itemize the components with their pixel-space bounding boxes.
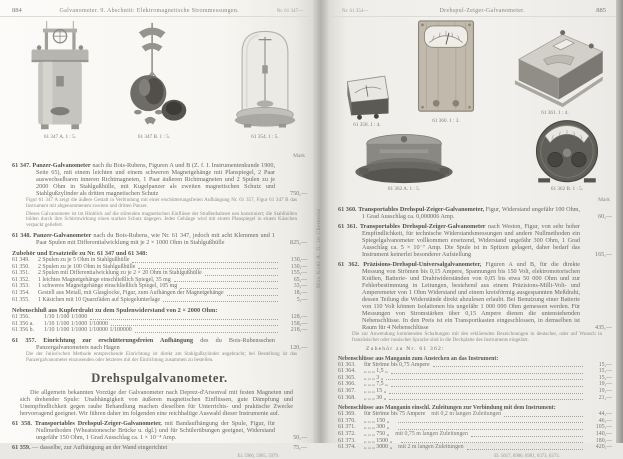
accessories-heading: Zubehör und Ersatzteile zu Nr. 61 347 und 61 348: <box>12 249 148 257</box>
item-description: „ „ „ 150 „ <box>364 417 390 424</box>
section-intro: Die allgemein bekannten Vorzüge der Galvanometer nach Deprez-d'Arsonval mit festen Magneten und sich drehender Spule: Unabhängigkeit von äußeren magnetischen Einflüssen, gute Dämpfung und Unempfindlichkeit gegen rauhe Behandlung machen dieselben für Unterrichts- und praktische Zwecke hervorragend geeignet. Wir führen daher im folgenden eine reichhaltige Auswahl dieser Instrumente auf. <box>20 388 293 417</box>
item-name: Panzer-Galvanometer <box>32 162 91 169</box>
item-number: 61 367. <box>338 387 356 394</box>
item-number: 61 365. <box>338 374 356 381</box>
list-item <box>338 381 612 388</box>
item-price: 105,— <box>595 424 612 431</box>
right-page <box>330 0 616 459</box>
item-name: Einrichtung zur erschütterungsfreien Aufhängung <box>43 336 194 344</box>
item-name: Transportables Drehspul-Zeiger-Galvanometer, <box>358 206 485 213</box>
catalog-entry-61359 <box>12 444 307 451</box>
catalog-entry-61357 <box>12 337 307 351</box>
item-number: 61 350. <box>12 263 30 270</box>
list-item <box>338 411 612 418</box>
item-price: 19,— <box>598 387 612 394</box>
item-number: 61 347. <box>12 162 31 169</box>
item-description: 1/10 1/100 1/1000 1/10000 <box>44 320 108 327</box>
list-item <box>338 424 612 431</box>
item-price: 15,— <box>598 374 612 381</box>
item-number: 61 371. <box>338 424 356 431</box>
item-price: 65,— <box>293 276 307 283</box>
item-description: des du Bois-Rubensschen Panzergalvanometers nach Hagen <box>36 336 275 351</box>
dot-leader <box>389 393 583 394</box>
catalog-entry-61360 <box>338 206 612 220</box>
item-description: nach Weston, Figur, von sehr hoher Empfindlichkeit, für technische Widerstandsmessungen und andere Nullmethoden ein Spiegelgalvanometer vollkommen ersetzend, Widerstand ungefähr 300 Ohm, 1 Grad Ausschlag ca. 5 × 10⁻⁷ Amp. Die Spule ist in Spitzen gelagert, daher bedarf das Instrument keinerlei besonderer Aufstellung <box>362 223 580 258</box>
item-description: „ „ „ 3 „ <box>364 374 384 381</box>
item-description: 1/10 1/100 1/1000 1/10000 1/100000 <box>44 327 132 334</box>
item-number: 61 362. <box>338 261 360 268</box>
dot-leader <box>391 373 583 374</box>
list-item <box>12 283 307 290</box>
item-number: 61 369. <box>338 411 356 418</box>
item-number: 61 357. <box>12 336 37 344</box>
item-price: 130,— <box>290 263 307 270</box>
dot-leader <box>398 422 583 423</box>
dot-leader <box>135 332 278 333</box>
item-number: 61 356 a. <box>12 320 34 327</box>
item-number: 61 373. <box>338 437 356 444</box>
item-number: 61 352. <box>12 276 30 283</box>
catalog-entry-61348 <box>12 232 307 246</box>
entry-note: Figur 61 347 A zeigt die äußere Gestalt in Verbindung mit einer erschütterungsfreien Aufhängung Nr. 61 357, Figur 61 347 B das Instrument mit abgenommenem zweiten und dritten Panzer. <box>26 197 297 209</box>
figure-caption: 61 347 B. 1 : 5. <box>137 134 171 140</box>
catalog-entry-61358 <box>12 420 307 441</box>
catalog-entry-61361 <box>338 223 612 258</box>
item-description: „ „ „ 1500 „ <box>364 437 393 444</box>
item-description: „ „ „ 30 „ <box>364 394 387 401</box>
dot-leader <box>111 325 278 326</box>
dot-leader <box>398 429 583 430</box>
figure-61-360 <box>412 19 480 124</box>
item-price: 46,— <box>598 417 612 424</box>
item-price: 5,— <box>296 296 307 303</box>
item-price: 44,— <box>598 411 612 418</box>
figure-caption: 61 362 A. 1 : 5. <box>387 186 421 192</box>
left-page-footer: El. 5966, 5965, 5979. <box>237 453 279 459</box>
right-page-header <box>330 0 616 17</box>
item-description: 2 Spulen mit Differentialwicklung zu je 2 × 20 Ohm in Stahlgußhülle <box>38 270 202 277</box>
item-price: 420,— <box>595 444 612 451</box>
item-price: 158,— <box>290 320 307 327</box>
lead-wire-note: mit 0,75 m langen Zuleitungen <box>395 430 468 437</box>
item-price: 60,— <box>598 213 612 220</box>
item-price: 75,— <box>293 443 307 451</box>
book-edge <box>616 0 623 443</box>
item-description: „ „ „ 1,5 „ <box>364 368 388 375</box>
figure-caption: 61 360. 1 : 3. <box>432 118 460 124</box>
item-number: 61 374. <box>338 444 356 451</box>
shunt1-heading: Nebenschlüsse aus Manganin zum Anstecken an das Instrument: <box>338 355 499 362</box>
item-number: 61 359. <box>12 443 31 451</box>
item-description: 1 schweres Magnetgehänge einschließlich Spiegel, 105 mg <box>38 283 178 290</box>
list-item <box>12 290 307 297</box>
round-dial-galvanometer-image <box>519 119 615 185</box>
item-number: 61 353. <box>12 283 30 290</box>
item-price: 435,— <box>594 324 612 331</box>
item-price: 140,— <box>595 430 612 437</box>
item-description: „ „ „ 750 „ <box>364 430 390 437</box>
item-description: — dasselbe, zur Aufhängung an der Wand eingerichtet <box>32 443 168 451</box>
item-name: Transportables Drehspul-Zeiger-Galvanometer, <box>34 419 162 427</box>
dot-leader <box>471 436 583 437</box>
item-name: Transportables Drehspul-Zeiger-Galvanometer <box>359 223 486 230</box>
right-page-footer: El. 5617, 6986, 6981, 6373, 6373. <box>494 453 560 459</box>
item-number: 61 363. <box>338 361 356 368</box>
glass-dome-stand-image <box>230 25 300 133</box>
shunt-heading: Nebenschluß aus Kupferdraht zu dem Spulenwiderstand von 2 × 2000 Ohm: <box>12 307 218 315</box>
item-description: nach du Bois-Rubens, Figuren A und B (Z. f. I. Instrumentenkunde 1900, Seite 65), mit einem leichten und einem schweren Magnetgehänge mit Planspiegel, 2 Paar auswechselbaren inneren Richtmagneten, 1 Paar äußeren Richtmagneten und 2 Spulen zu je 2000 Ohm in Stahlgußhülle, mit Kugelpanzer als zweiten magnetischen Schutz und Stahlgußzylinder als dritten magnetischen Schutz <box>36 162 276 197</box>
entry-note: Die der Julius'schen Methode entsprechende Einrichtung ist direkt am Stahlgußzylinder angebracht; bei Bestellung ist das Panzergalvanometer einzusenden oder letzteres mit der Einrichtung zusammen zu bestellen. <box>26 350 297 363</box>
list-item <box>338 375 612 382</box>
list-item <box>338 444 612 451</box>
item-description: mit Bandaufhängung der Spule, Figur, für Nullmethoden (Wheatstonesche Brücke u. dgl.) und für Schülerübungen geeignet, Widerstand ungefähr 150 Ohm, 1 Grad Ausschlag ca. 1 × 10⁻⁴ Amp. <box>36 419 275 441</box>
list-item <box>12 270 307 277</box>
item-description: für Ströme bis 75 Ampere <box>364 411 426 418</box>
right-header-item-range: Nr. 61 354— <box>342 9 369 14</box>
dot-leader <box>180 288 278 289</box>
wall-box-galvanometer-image <box>501 25 609 109</box>
catalog-entry-61347 <box>12 162 307 197</box>
dot-leader <box>433 366 583 367</box>
dot-leader <box>227 295 278 296</box>
item-description: 1 leichtes Magnetgehänge einschließlich Spiegel, 35 mg <box>38 276 171 283</box>
figure-61-354 <box>224 25 306 140</box>
item-description: 2 Spulen zu je 100 Ohm in Stahlgußhülle <box>38 263 136 270</box>
figure-caption: 61 354. 1 : 5. <box>251 134 279 140</box>
item-description: „ „ „ 7,5 „ <box>364 381 388 388</box>
figure-caption: 61 362 B. 1 : 5. <box>550 186 584 192</box>
item-description: „ „ „ 300 „ <box>364 424 390 431</box>
right-running-title: Drehspul-Zeiger-Galvanometer. <box>439 8 525 14</box>
item-price: 21,— <box>598 394 612 401</box>
left-page-content <box>0 153 313 459</box>
figure-61-361 <box>498 25 612 116</box>
list-item <box>338 368 612 375</box>
item-number: 61 368. <box>338 394 356 401</box>
figure-61-347B <box>114 21 194 140</box>
mark-column-label: Mark <box>293 153 305 159</box>
right-page-content <box>330 197 616 459</box>
dot-leader <box>504 416 583 417</box>
item-number: 61 354. <box>12 289 30 296</box>
left-page-number: 884 <box>12 7 22 14</box>
entry-note: Die zur Anwendung kommenden Schaltungen mit den erklärenden Bezeichnungen in deutscher, oder auf Wunsch in französischer oder russischer Sprache sind in die Deckplatte des Instruments eingeätzt. <box>352 331 602 343</box>
item-number: 61 366. <box>338 381 356 388</box>
list-item <box>338 431 612 438</box>
item-price: 19,— <box>598 381 612 388</box>
left-page-header <box>0 0 313 17</box>
item-description: 1/10 1/100 1/1000 <box>44 314 88 321</box>
armored-galvanometer-image <box>20 21 100 133</box>
list-item <box>12 321 307 328</box>
left-running-title: Galvanometer. 9. Abschnitt: Elektromagnetische Strommessungen. <box>59 8 239 14</box>
figure-61-358 <box>336 63 398 128</box>
galvanometer-parts-image <box>118 21 190 133</box>
item-number: 61 356 b. <box>12 327 35 334</box>
mark-column-label: Mark <box>598 197 610 203</box>
item-number: 61 361. <box>338 223 358 230</box>
dot-leader <box>90 319 278 320</box>
drum-galvanometer-image <box>348 127 460 185</box>
list-item <box>338 362 612 369</box>
item-price: 165,— <box>594 251 612 258</box>
list-item <box>12 297 307 304</box>
section-title: Drehspulgalvanometer. <box>91 370 228 385</box>
item-description: Figuren A und B, für die direkte Messung von Strömen bis 0,15 Ampere, Spannungen bis 150 Volt, elektromotorischen Kräften, Batterie- und Drahtwiderständen von 0,05 bis etwa 50 000 Ohm und zur Fehlerbestimmung in Leitungen, bestehend aus einem Präzisions-Milli-Volt- und Amperemeter von 1 Ohm Widerstand und einem kreisförmig ausgespannten Meßdraht, dessen Teilung die Widerstände direkt abzulesen erlaubt. Bei Benutzung einer Batterie von 110 Volt können Isolationen bis ungefähr 1 000 000 Ohm gemessen werden. Für Messungen von Stromstärken über 0,15 Ampere dienen die untenstehenden Nebenschlüsse. In den Preis ist ein Transportkasten eingeschlossen, in demselben ist Raum für 4 Nebenschlüsse <box>362 261 580 331</box>
figure-61-362A <box>344 127 464 192</box>
item-number: 61 364. <box>338 368 356 375</box>
figure-61-347A <box>12 21 108 140</box>
lead-wire-note: mit 2 m langen Zuleitungen <box>398 444 464 451</box>
item-number: 61 372. <box>338 430 356 437</box>
list-item <box>12 314 307 321</box>
item-price: 15,— <box>598 368 612 375</box>
item-price: 18,— <box>293 289 307 296</box>
item-number: 61 348. <box>12 231 32 239</box>
item-number: 61 356. <box>12 314 30 321</box>
item-description: „ „ „ 15 „ <box>364 387 387 394</box>
dot-leader <box>174 281 278 282</box>
list-item <box>338 395 612 402</box>
item-price: 750,— <box>289 190 307 197</box>
accessories-heading: Zubehör zu Nr. 61 362: <box>366 345 445 352</box>
item-number: 61 355. <box>12 296 30 303</box>
item-description: nach du Bois-Rubens, wie Nr. 61 347, jedoch mit acht Klemmen und 1 Paar Spulen mit Differentialwicklung mit je 2 × 1000 Ohm in Stahlgußhülle <box>36 231 275 246</box>
dot-leader <box>205 275 278 276</box>
item-description: 2 Spulen zu je 5 Ohm in Stahlgußhülle <box>38 256 130 263</box>
item-description: Figur, Widerstand ungefähr 100 Ohm, 1 Grad Ausschlag ca. 0,000006 Amp. <box>362 206 581 220</box>
upright-box-galvanometer-image <box>416 19 476 117</box>
spine-imprint: Max Kohl A. G. in Chemnitz <box>316 208 322 288</box>
item-price: 218,— <box>290 327 307 334</box>
item-number: 61 370. <box>338 417 356 424</box>
right-figures <box>330 17 616 197</box>
list-item <box>338 418 612 425</box>
figure-caption: 61 358. 1 : 4. <box>353 122 381 128</box>
item-number: 61 349. <box>12 256 30 263</box>
dot-leader <box>386 379 583 380</box>
list-item <box>338 438 612 445</box>
list-item <box>12 327 307 334</box>
left-header-item-range: Nr. 61 347— <box>276 9 303 14</box>
catalog-entry-61362 <box>338 261 612 331</box>
item-price: 50,— <box>293 433 307 441</box>
item-price: 155,— <box>290 270 307 277</box>
item-price: 180,— <box>595 437 612 444</box>
item-price: 15,— <box>598 361 612 368</box>
figure-caption: 61 347 A. 1 : 5. <box>43 134 77 140</box>
left-figures <box>0 17 313 153</box>
dot-leader <box>132 262 278 263</box>
entry-note: Dieses Galvanometer ist im Hinblick auf die störenden magnetischen Einflüsse der Straßenbahnen neu konstruiert; die Stahlhüllen bilden durch ihre Schirmwirkung einen starken Schutz dagegen. Jedes Gehänge wird mit einem Planspiegel in einem Kästchen verpackt geliefert. <box>26 210 297 229</box>
shunt2-heading: Nebenschlüsse aus Manganin einschl. Zuleitungen zur Verbindung mit dem Instrument: <box>338 405 556 412</box>
dot-leader <box>467 449 583 450</box>
small-pointer-galvanometer-image <box>341 63 393 121</box>
item-number: 61 360. <box>338 206 357 213</box>
list-item <box>338 388 612 395</box>
item-name: Präzisions-Drehspul-Universalgalvanometer, <box>363 261 482 268</box>
lead-wire-note: mit 0,2 m langen Zuleitungen <box>431 411 502 418</box>
item-price: 33,— <box>293 283 307 290</box>
item-description: „ „ „ 3000 „ <box>364 444 393 451</box>
list-item <box>12 257 307 264</box>
dot-leader <box>389 399 583 400</box>
right-page-number: 885 <box>596 7 606 14</box>
item-number: 61 351. <box>12 270 30 277</box>
item-number: 61 358. <box>12 419 32 427</box>
item-price: 825,— <box>289 238 307 246</box>
item-description: Gestell aus Metall, mit Glasglocke, Figur, zum Aufhängen der Magnetgehänge <box>38 289 224 296</box>
item-name: Panzer-Galvanometer <box>33 231 92 239</box>
figure-61-362B <box>516 119 618 192</box>
item-price: 120,— <box>289 343 307 351</box>
item-price: 130,— <box>290 256 307 263</box>
dot-leader <box>401 442 583 443</box>
dot-leader <box>391 386 583 387</box>
dot-leader <box>163 301 278 302</box>
figure-caption: 61 361. 1 : 4. <box>541 110 569 116</box>
item-description: für Ströme bis 0,75 Ampere <box>364 361 430 368</box>
item-price: 128,— <box>290 314 307 321</box>
item-description: 1 Kästchen mit 10 Quarzfäden auf Spiegelunterlage <box>38 296 161 303</box>
